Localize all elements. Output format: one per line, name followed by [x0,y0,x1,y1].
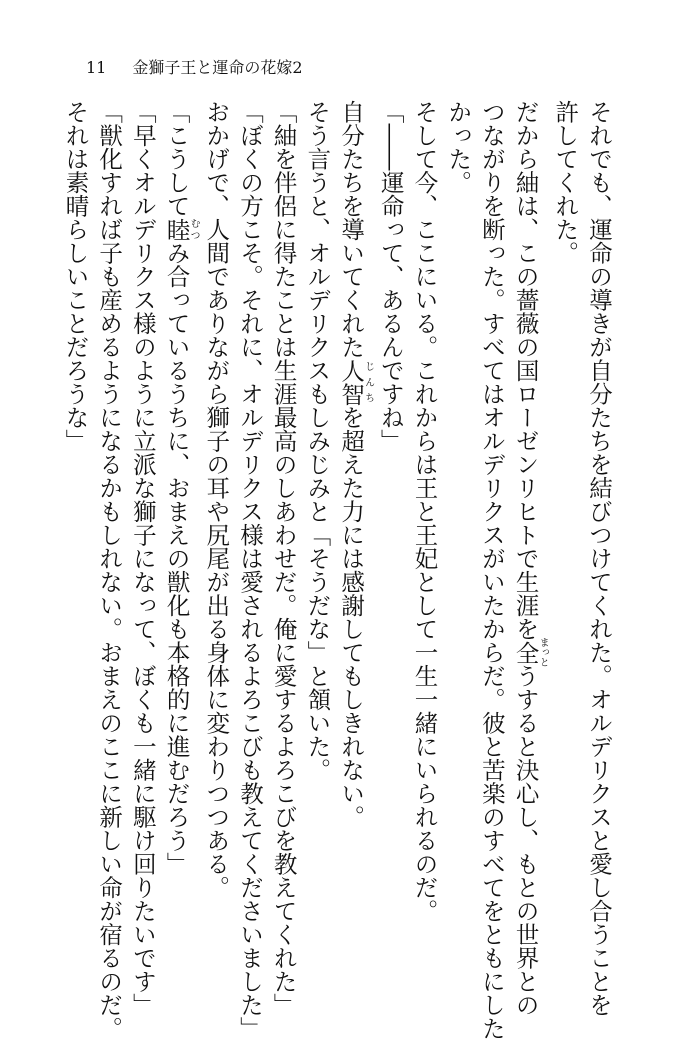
text-segment: 「紬を伴侶に得たことは生涯最高のしあわせだ。俺に愛するよろこびを教えてくれた」 [269,100,298,1017]
running-header [86,58,303,78]
text-segment: おかげで、人間でありながら獅子の耳や尻尾が出る身体に変わりつつある。 [202,100,231,899]
text-segment: 「こうして [162,100,191,218]
text-segment: そう言うと、オルデリクスもしみじみと「そうだな」と頷いた。 [303,100,332,782]
ruby-base: 人智 [337,358,366,406]
text-segment: 「――運命って、あるんですね」 [376,100,405,453]
text-segment: を超えた力には感謝してもしきれない。 [337,405,366,829]
text-line [581,100,615,1017]
ruby-reading: じんち [362,358,374,406]
text-segment: うすると決心し、もとの世界との [511,664,540,1017]
text-segment: だから紬は、この薔薇の国ローゼンリヒトで生涯を [511,100,540,641]
ruby-base: 全 [511,637,540,668]
ruby-base: 睦 [162,217,191,241]
text-segment: 「ぼくの方こそ。それに、オルデリクス様は愛されるよろこびも教えてくださいました」 [235,100,264,1040]
ruby-annotation [337,358,374,406]
text-segment: つながりを断った。すべてはオルデリクスがいたからだ。彼と苦楽のすべてをともにした [477,100,506,1040]
text-segment: そして今、ここにいる。これからは王と王妃として一生一緒にいられるのだ。 [410,100,439,923]
text-line [548,100,582,1000]
text-segment: それは素晴らしいことだろうな」 [61,100,90,453]
text-segment: 「早くオルデリクス様のように立派な獅子になって、ぼくも一緒に駆け回りたいです」 [128,100,157,1017]
text-segment: み合っているうちに、おまえの獣化も本格的に進むだろう」 [162,241,191,876]
text-line [333,100,373,1000]
ruby-annotation [511,637,549,668]
text-line [508,100,549,1017]
ruby-annotation [162,217,200,242]
ruby-reading: むつ [188,217,200,241]
text-line [266,100,300,1017]
text-line [407,100,441,1000]
page-number: 11 [86,58,107,77]
text-line [199,100,233,1000]
text-line [159,100,199,1000]
text-line [125,100,159,1017]
text-segment: かった。 [444,100,473,194]
text-line [232,100,266,1040]
text-line [300,100,334,1000]
text-line [58,100,92,1000]
ruby-reading: まっと [537,637,549,668]
text-segment: 自分たちを導いてくれた [337,100,366,359]
text-line [474,100,508,1040]
text-line [440,100,474,1000]
text-segment: 許してくれた。 [551,100,580,265]
text-line [373,100,407,1000]
text-segment: それでも、運命の導きが自分たちを結びつけてくれた。オルデリクスと愛し合うことを [585,100,613,1017]
vertical-body-text [58,100,615,1040]
text-line [91,100,125,1040]
book-title: 金獅子王と運命の花嫁2 [132,58,303,77]
text-segment: 「獣化すれば子も産めるようになるかもしれない。おまえのここに新しい命が宿るのだ。 [95,100,124,1040]
